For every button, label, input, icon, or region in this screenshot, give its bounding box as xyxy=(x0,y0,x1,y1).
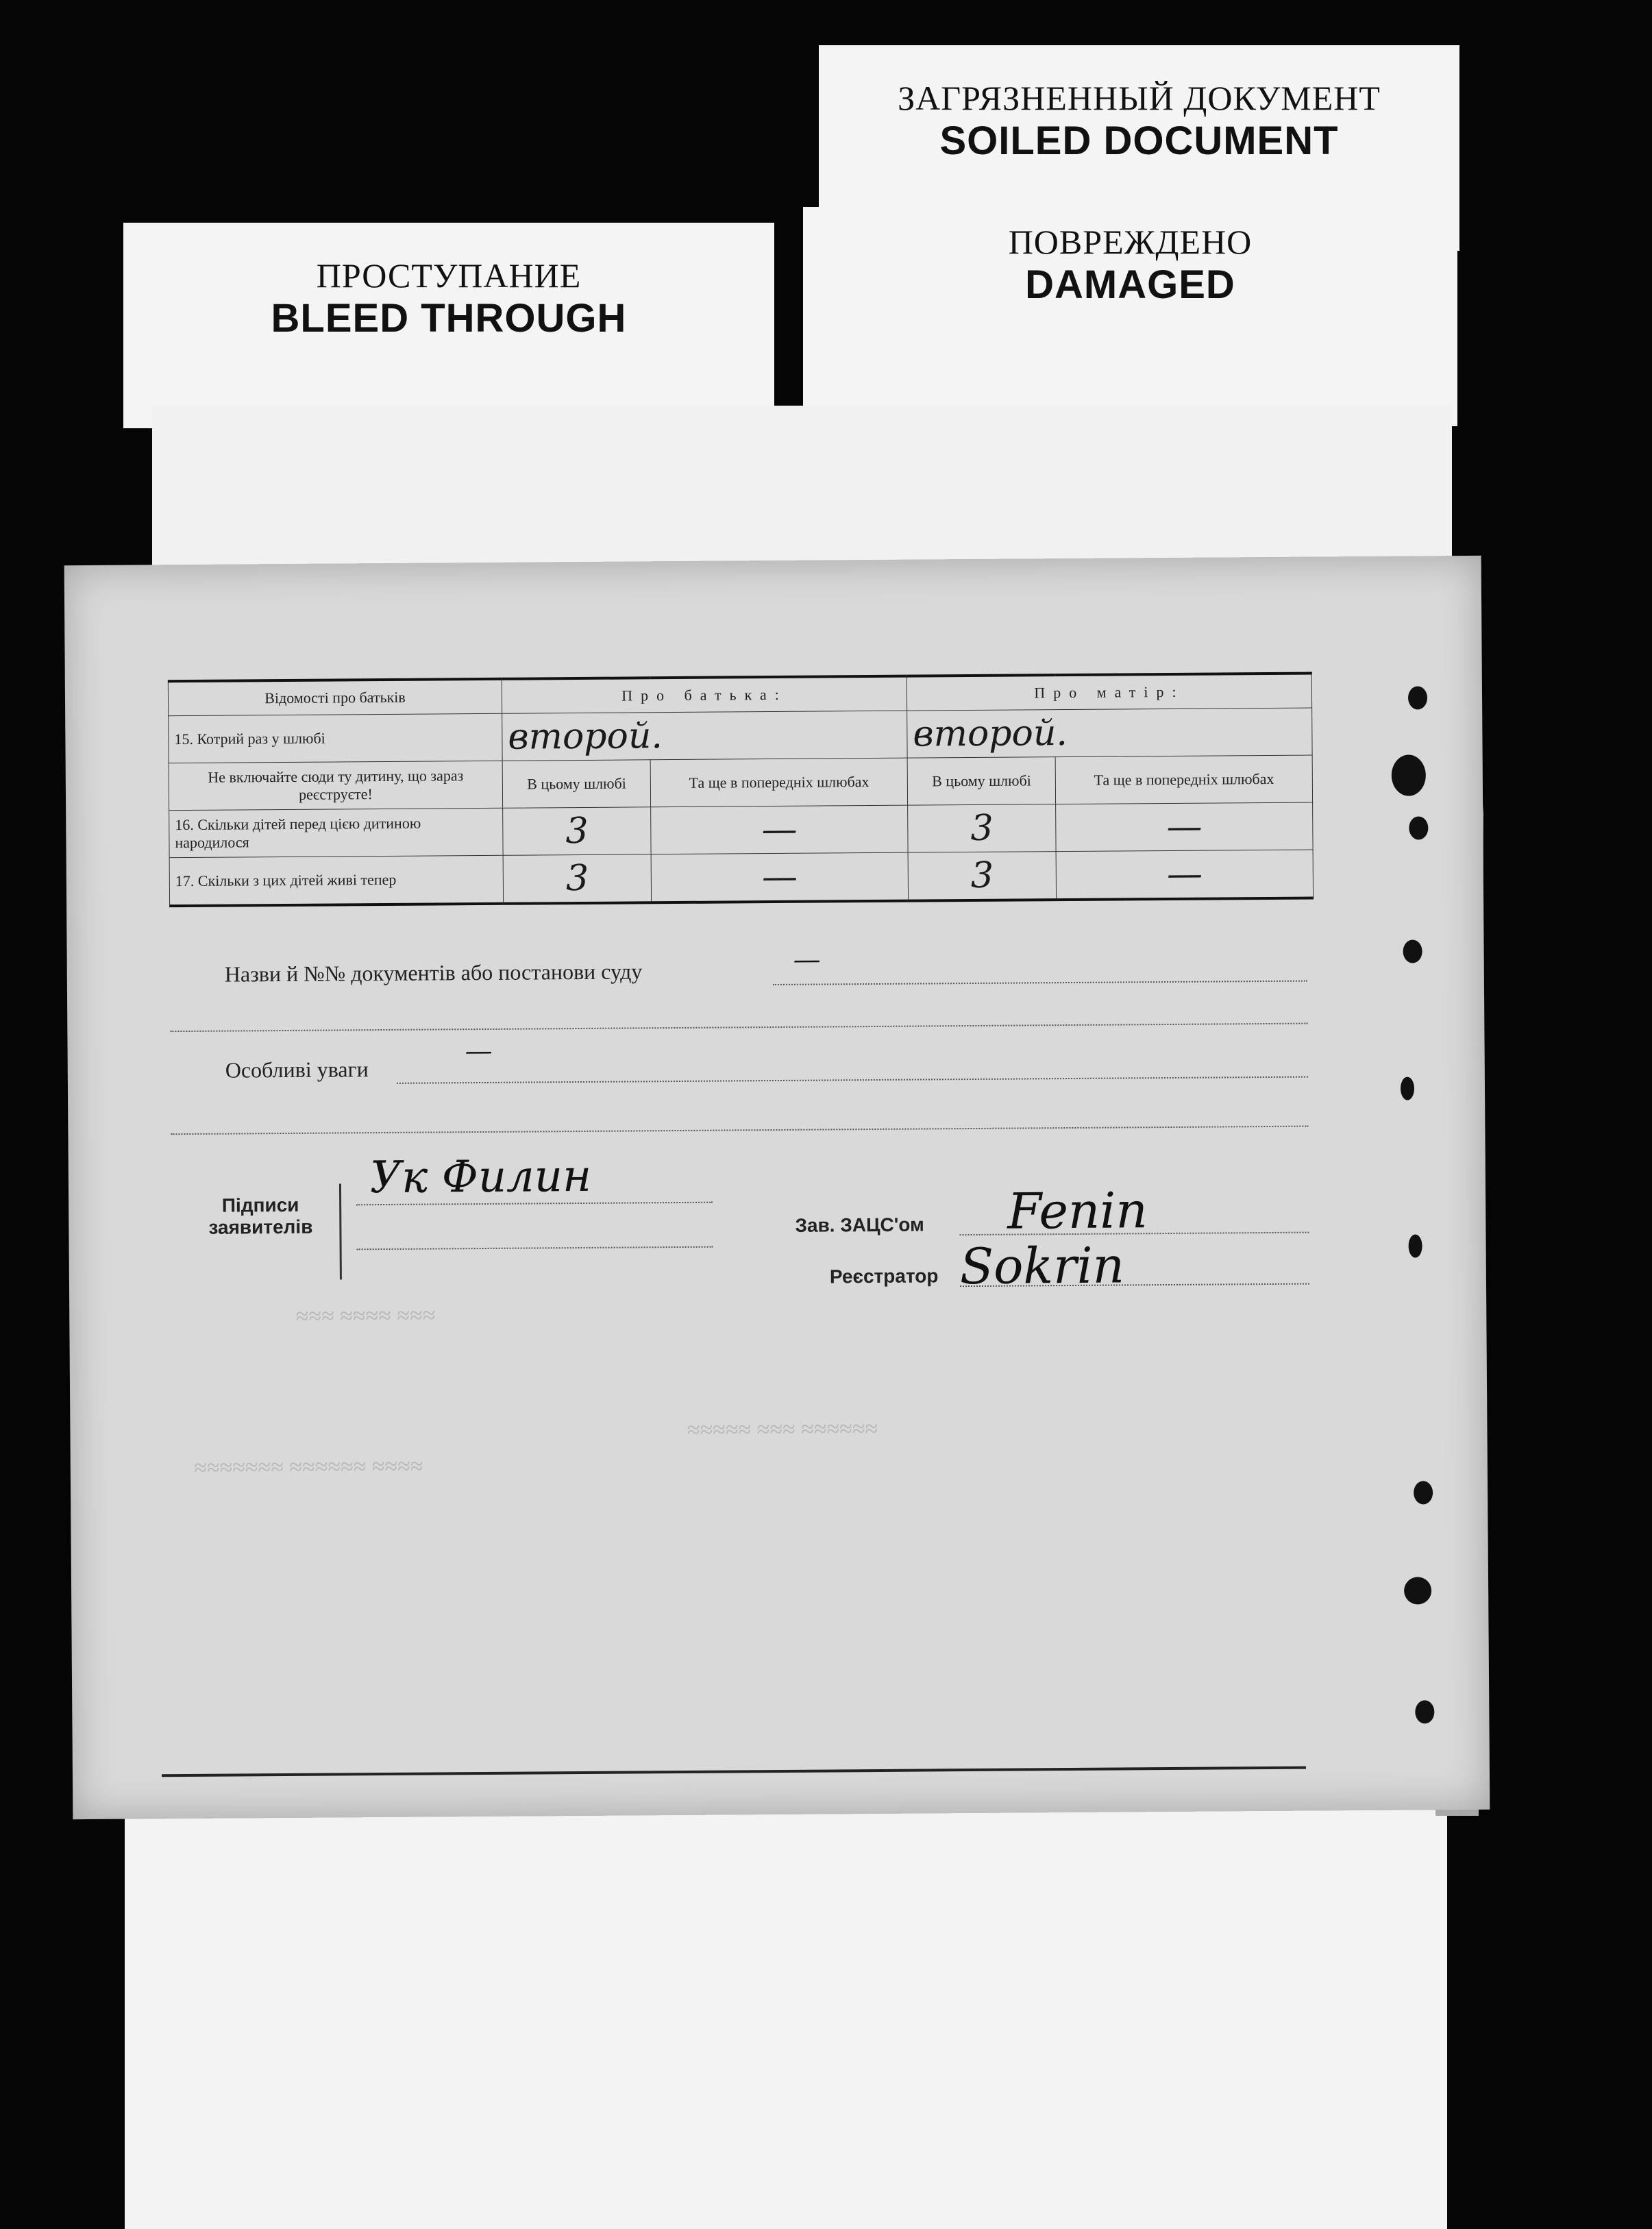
bleed-through-text: ≈≈≈≈≈≈≈ ≈≈≈≈≈≈ ≈≈≈≈ xyxy=(193,1453,423,1481)
signature-bracket xyxy=(339,1183,342,1279)
registrar-label: Реєстратор xyxy=(829,1265,939,1288)
parents-info-table xyxy=(168,672,1314,908)
row17-mother-prev: — xyxy=(1056,850,1313,900)
bottom-sheet xyxy=(125,1775,1447,2229)
father-prev-marriages-header: Та ще в попередніх шлюбах xyxy=(650,758,907,807)
father-this-marriage-header: В цьому шлюбі xyxy=(502,760,651,809)
bleed-through-text: ≈≈≈≈≈ ≈≈≈ ≈≈≈≈≈≈ xyxy=(687,1416,878,1443)
damaged-label-en: DAMAGED xyxy=(1025,262,1235,307)
mother-this-marriage-header: В цьому шлюбі xyxy=(907,757,1056,806)
head-signature: Fenin xyxy=(1007,1181,1148,1240)
applicants-signature-label: Підписи заявителів xyxy=(208,1194,313,1238)
document-page xyxy=(64,556,1490,1819)
exclude-note: Не включайте сюди ту дитину, що зараз реєструєте! xyxy=(169,761,502,810)
row17-mother-this: 3 xyxy=(908,852,1057,901)
bleed-through-text: ≈≈≈ ≈≈≈≈ ≈≈≈ xyxy=(295,1303,436,1329)
binding-hole xyxy=(1409,1234,1422,1257)
row17-label: 17. Скільки з цих дітей живі тепер xyxy=(169,855,503,906)
binding-hole xyxy=(1401,1077,1414,1100)
binding-hole xyxy=(1408,686,1427,709)
binding-hole xyxy=(1392,754,1426,796)
header-mother: Про матір: xyxy=(907,674,1311,711)
documents-value: — xyxy=(793,944,821,976)
documents-label: Назви й №№ документів або постанови суду xyxy=(224,959,643,987)
documents-dotted-line-2 xyxy=(170,1023,1307,1033)
header-parents-info: Відомості про батьків xyxy=(168,679,502,716)
bleed-label-ru: ПРОСТУПАНИЕ xyxy=(316,256,582,295)
soiled-label-en: SOILED DOCUMENT xyxy=(939,119,1339,163)
applicant-signature: Ук Филин xyxy=(369,1150,592,1204)
row17-father-this: 3 xyxy=(503,854,652,904)
bleed-label-en: BLEED THROUGH xyxy=(271,296,627,341)
row17-father-prev: — xyxy=(651,852,908,902)
damaged-label-ru: ПОВРЕЖДЕНО xyxy=(1008,223,1253,261)
bleed-through-label xyxy=(123,223,774,428)
binding-hole xyxy=(1404,1577,1431,1604)
row16-mother-prev: — xyxy=(1056,802,1313,852)
bottom-rule xyxy=(162,1766,1306,1777)
header-father: Про батька: xyxy=(502,676,907,714)
remarks-value: — xyxy=(465,1035,493,1068)
binding-hole xyxy=(1409,816,1428,839)
head-label: Зав. ЗАЦС'ом xyxy=(795,1214,924,1236)
soiled-label-ru: ЗАГРЯЗНЕННЫЙ ДОКУМЕНТ xyxy=(898,79,1381,117)
remarks-label: Особливі уваги xyxy=(225,1057,369,1083)
binding-hole xyxy=(1415,1700,1434,1723)
row16-mother-this: 3 xyxy=(908,804,1057,853)
registrar-signature: Sokrin xyxy=(959,1236,1125,1296)
binding-hole xyxy=(1403,939,1422,963)
row16-father-prev: — xyxy=(651,805,908,854)
row16-father-this: 3 xyxy=(503,807,652,856)
damaged-label xyxy=(803,207,1457,426)
mother-prev-marriages-header: Та ще в попередніх шлюбах xyxy=(1055,755,1312,804)
binding-hole xyxy=(1414,1481,1433,1504)
row15-mother-value: второй. xyxy=(907,708,1312,758)
row15-father-value: второй. xyxy=(502,711,907,761)
row16-label: 16. Скільки дітей перед цією дитиною народилося xyxy=(169,808,503,857)
applicant-signature-line-2 xyxy=(357,1246,713,1251)
row15-label: 15. Котрий раз у шлюбі xyxy=(169,713,502,763)
remarks-dotted-line-2 xyxy=(171,1126,1308,1135)
